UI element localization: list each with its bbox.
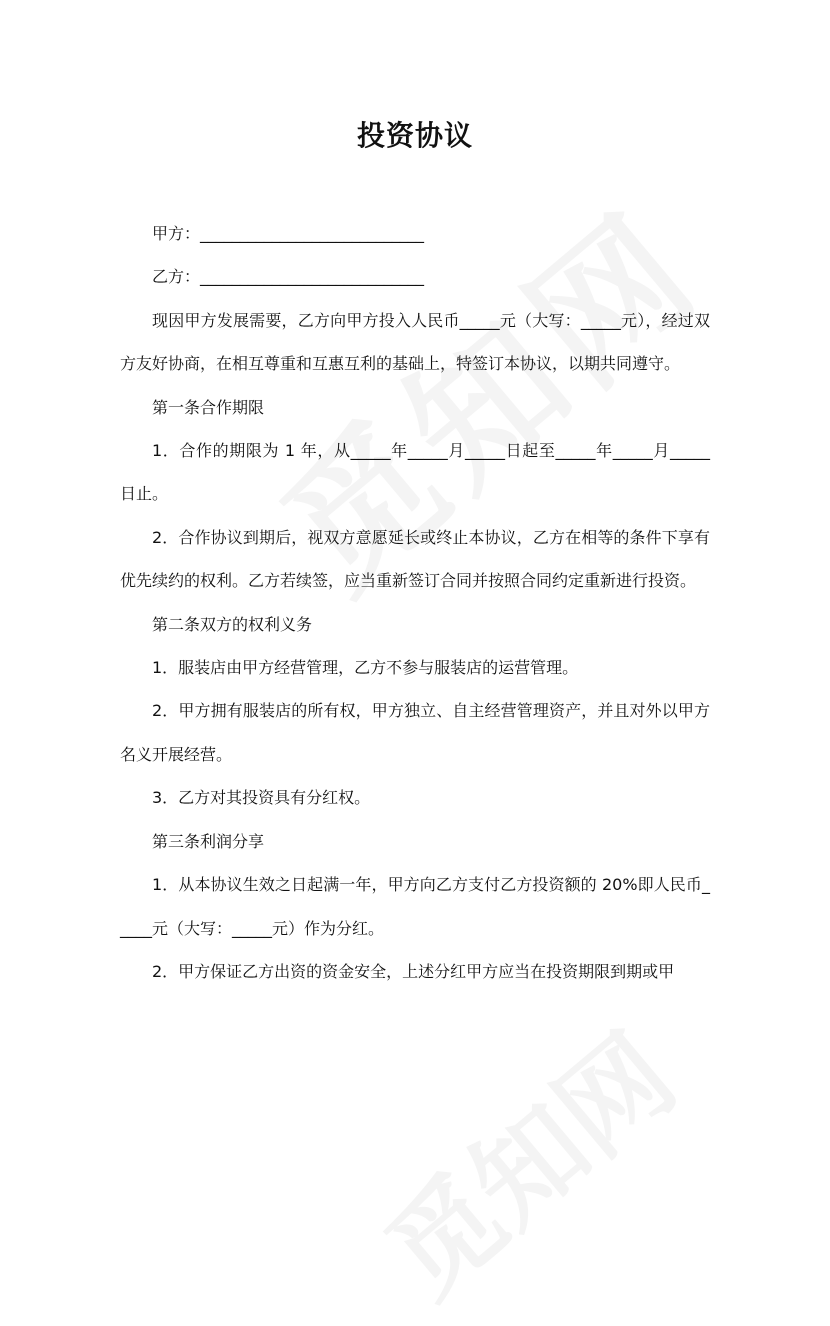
article-3-clause-1: 1．从本协议生效之日起满一年，甲方向乙方支付乙方投资额的 20%即人民币_____元（大写：_____元）作为分红。 (120, 875, 710, 938)
party-b-line: 乙方：____________________________ (152, 267, 425, 287)
article-3-clause-2: 2．甲方保证乙方出资的资金安全，上述分红甲方应当在投资期限到期或甲 (152, 961, 675, 981)
article-2-clause-2: 2．甲方拥有服装店的所有权，甲方独立、自主经营管理资产，并且对外以甲方名义开展经营。 (120, 701, 710, 764)
document-title: 投资协议 (356, 119, 473, 152)
article-2-heading: 第二条双方的权利义务 (152, 614, 313, 634)
article-1-clause-1: 1．合作的期限为 1 年，从_____年_____月_____日起至_____年_____月_____日止。 (120, 441, 710, 504)
article-1-heading: 第一条合作期限 (152, 397, 265, 417)
preamble-paragraph: 现因甲方发展需要，乙方向甲方投入人民币_____元（大写：_____元），经过双方友好协商，在相互尊重和互惠互利的基础上，特签订本协议，以期共同遵守。 (120, 310, 710, 374)
article-1-clause-2: 2．合作协议到期后，视双方意愿延长或终止本协议，乙方在相等的条件下享有优先续约的权利。乙方若续签，应当重新签订合同并按照合同约定重新进行投资。 (120, 527, 710, 591)
article-2-clause-3: 3．乙方对其投资具有分红权。 (152, 788, 371, 808)
article-3-heading: 第三条利润分享 (152, 831, 265, 851)
party-a-line: 甲方：____________________________ (152, 224, 425, 243)
article-2-clause-1: 1．服装店由甲方经营管理，乙方不参与服装店的运营管理。 (152, 658, 579, 678)
document-body (120, 212, 710, 993)
watermark-bottom (348, 992, 702, 1325)
